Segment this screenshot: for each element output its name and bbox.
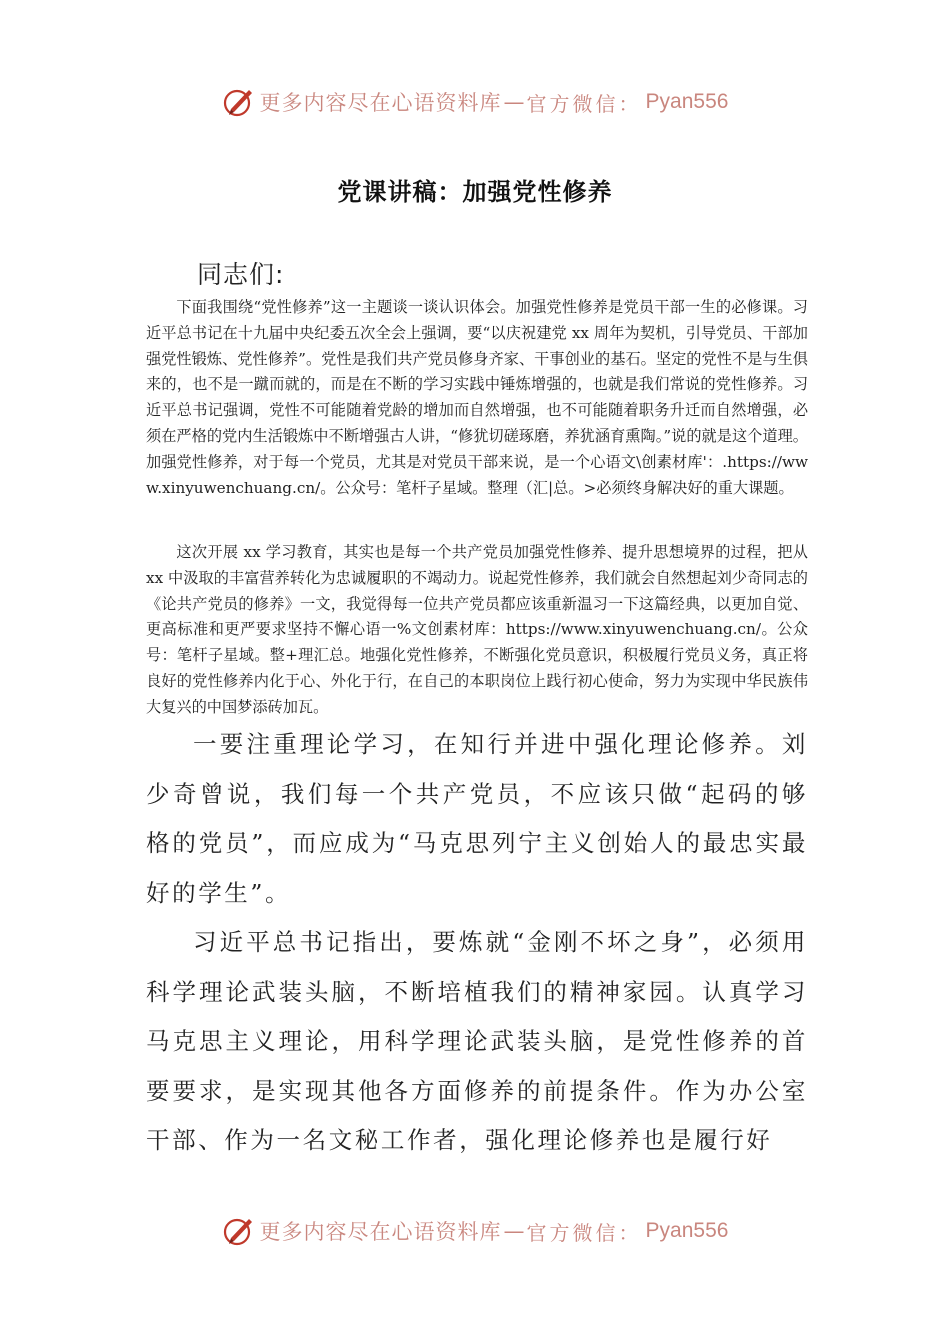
wechat-id: Pyan556 <box>645 1219 729 1242</box>
pen-in-circle-icon <box>222 85 256 119</box>
paragraph: 下面我围绕“党性修养”这一主题谈一谈认识体会。加强党性修养是党员干部一生的必修课。习近平总书记在十九届中央纪委五次全会上强调，要“以庆祝建党 xx 周年为契机，引导党员、干部加强党性锻炼、党性修养”。党性是我们共产党员修身齐家、干事创业的基石。坚定的党性不是与生俱来的，也不是一蹴而就的，而是在不断的学习实践中锤炼增强的，也就是我们常说的党性修养。习近平总书记强调，党性不可能随着党龄的增加而自然增强，也不可能随着职务升迁而自然增强，必须在严格的党内生活锻炼中不断增强古人讲，“修犹切磋琢磨，养犹涵育熏陶。”说的就是这个道理。加强党性修养，对于每一个党员，尤其是对党员干部来说，是一个心语文\创素材库'：.https://www.xinyuwenchuang.cn/。公众号：笔杆子星域。整理（汇|总。>必须终身解决好的重大课题。 <box>146 298 808 497</box>
paragraph: 一要注重理论学习，在知行并进中强化理论修养。刘少奇曾说，我们每一个共产党员，不应该只做“起码的够格的党员”，而应成为“马克思列宁主义创始人的最忠实最好的学生”。 <box>146 730 808 907</box>
wechat-label: 官方微信： <box>526 91 642 116</box>
page-title: 党课讲稿：加强党性修养 <box>337 177 613 206</box>
body-block-large-2 <box>146 918 808 1166</box>
banner-slogan: 更多内容尽在心语资料库 <box>259 1220 502 1244</box>
wechat-label: 官方微信： <box>526 1220 642 1245</box>
body-block-small-1 <box>146 295 808 501</box>
header-banner <box>0 82 950 122</box>
paragraph: 这次开展 xx 学习教育，其实也是每一个共产党员加强党性修养、提升思想境界的过程，把从 xx 中汲取的丰富营养转化为忠诚履职的不竭动力。说起党性修养，我们就会自然想起刘少奇同志的《论共产党员的修养》一文，我觉得每一位共产党员都应该重新温习一下这篇经典，以更加自觉、更高标准和更严要求坚持不懈心语一%文创素材库：https://www.xinyuwenchuang.cn/。公众号：笔杆子星域。整+理汇总。地强化党性修养，不断强化党员意识，积极履行党员义务，真正将良好的党性修养内化于心、外化于行，在自己的本职岗位上践行初心使命，努力为实现中华民族伟大复兴的中国梦添砖加瓦。 <box>146 543 808 716</box>
footer-banner <box>0 1211 950 1251</box>
wechat-id: Pyan556 <box>645 90 729 113</box>
salutation: 同志们: <box>197 260 285 289</box>
body-block-small-2 <box>146 540 808 721</box>
pen-in-circle-icon <box>222 1214 256 1248</box>
banner-dash: — <box>503 1219 525 1243</box>
banner-slogan: 更多内容尽在心语资料库 <box>259 91 502 115</box>
banner-dash: — <box>503 90 525 114</box>
body-block-large-1 <box>146 720 808 918</box>
paragraph: 习近平总书记指出，要炼就“金刚不坏之身”，必须用科学理论武装头脑，不断培植我们的精神家园。认真学习马克思主义理论，用科学理论武装头脑，是党性修养的首要要求，是实现其他各方面修养的前提条件。作为办公室干部、作为一名文秘工作者，强化理论修养也是履行好 <box>146 928 808 1154</box>
